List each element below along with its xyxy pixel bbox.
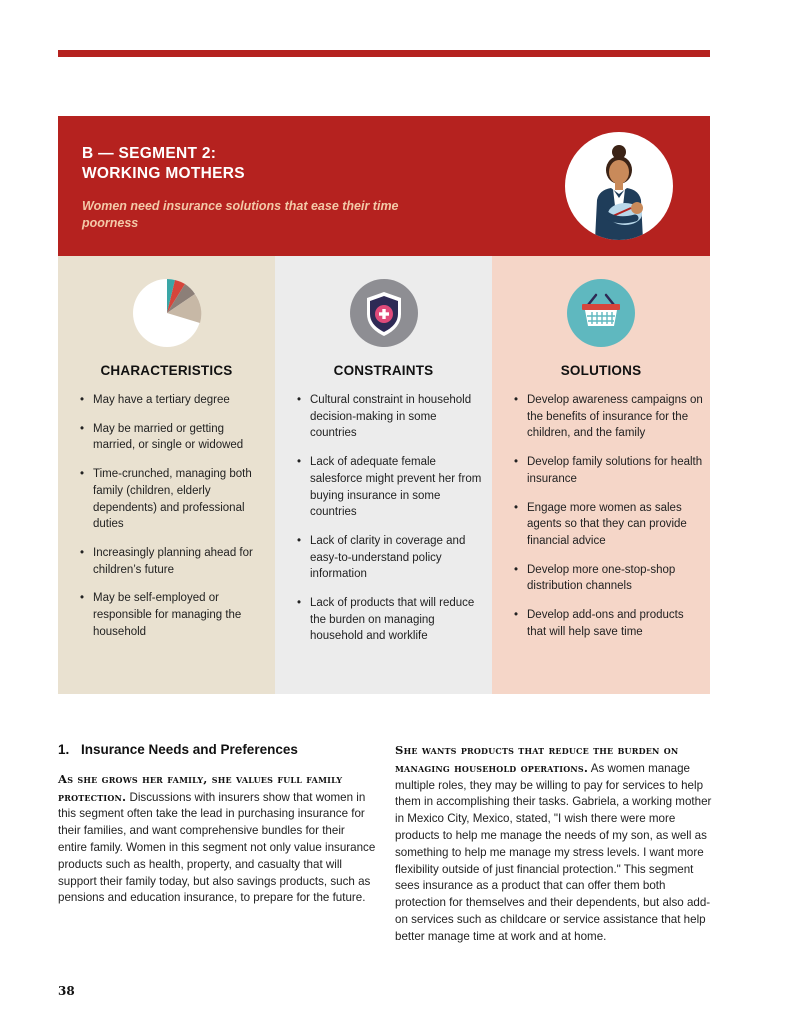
banner-subtitle: Women need insurance solutions that ease their time poorness	[82, 199, 399, 230]
top-rule	[58, 50, 710, 57]
working-mother-illustration-icon	[565, 132, 673, 240]
list-item: • Lack of clarity in coverage and easy-to-understand policy information	[297, 533, 486, 583]
section-heading	[58, 742, 376, 759]
body-right-column	[395, 742, 713, 946]
basket-icon	[566, 278, 636, 348]
paragraph-body: Discussions with insurers show that women in this segment often take the lead in purchasing insurance for their families, and want comprehensive bundles for their entire family. Women in this segment not only value insurance products such as health, property, and casualty that will support their family today, but also savings products, such as pensions and education insurance, to prepare for the future.	[58, 790, 376, 905]
list-item: • Develop more one-stop-shop distribution channels	[514, 562, 704, 595]
constraints-column	[275, 256, 492, 694]
list-item: • Engage more women as sales agents so that they can provide financial advice	[514, 500, 704, 550]
list-item: • Develop add-ons and products that will help save time	[514, 607, 704, 640]
characteristics-column	[58, 256, 275, 694]
list-item: • Develop family solutions for health insurance	[514, 454, 704, 487]
constraints-heading: CONSTRAINTS	[333, 363, 434, 378]
list-item: • May be self-employed or responsible for managing the household	[80, 590, 269, 640]
list-item: • Time-crunched, managing both family (children, elderly dependents) and professional duties	[80, 466, 269, 533]
paragraph-lead: As she grows her family, she values full family protection.	[58, 771, 343, 804]
banner-title-line2: WORKING MOTHERS	[82, 165, 245, 182]
list-item: • Increasingly planning ahead for children’s future	[80, 545, 269, 578]
solutions-column	[492, 256, 710, 694]
solutions-heading: SOLUTIONS	[560, 363, 642, 378]
list-item: • May have a tertiary degree	[80, 392, 269, 409]
characteristics-list	[80, 392, 269, 652]
pie-chart-icon	[132, 278, 202, 348]
list-item: • May be married or getting married, or single or widowed	[80, 421, 269, 454]
section-number: 1.	[58, 742, 70, 757]
solutions-list	[514, 392, 704, 652]
banner-title-line1: B — SEGMENT 2:	[82, 145, 217, 162]
segment-banner	[58, 116, 710, 256]
characteristics-heading: CHARACTERISTICS	[100, 363, 233, 378]
list-item: • Cultural constraint in household decision-making in some countries	[297, 392, 486, 442]
list-item: • Lack of products that will reduce the burden on managing household and worklife	[297, 595, 486, 645]
shield-plus-icon	[349, 278, 419, 348]
paragraph-reduce-burden	[395, 742, 713, 946]
constraints-list	[297, 392, 486, 657]
page-number: 38	[58, 984, 75, 998]
list-item: • Lack of adequate female salesforce might prevent her from buying insurance in some countries	[297, 454, 486, 521]
body-left-column	[58, 742, 376, 907]
paragraph-body: As women manage multiple roles, they may be willing to pay for services to help them in accomplishing their tasks. Gabriela, a working mother in Mexico City, Mexico, stated, "I wish there were more products to help me manage the needs of my son, as well as something to help me manage my stress levels. I want more flexibility outside of just financial protection." This segment sees insurance as a product that can offer them both protection for themselves and their dependents, but also add-on services such as childcare or service assistance that help better manage time at work and at home.	[395, 761, 712, 943]
paragraph-family-protection	[58, 771, 376, 907]
banner-title	[82, 144, 442, 184]
section-title: Insurance Needs and Preferences	[81, 742, 298, 757]
paragraph-lead: She wants products that reduce the burden on managing household operations.	[395, 743, 679, 775]
list-item: • Develop awareness campaigns on the benefits of insurance for the children, and the family	[514, 392, 704, 442]
